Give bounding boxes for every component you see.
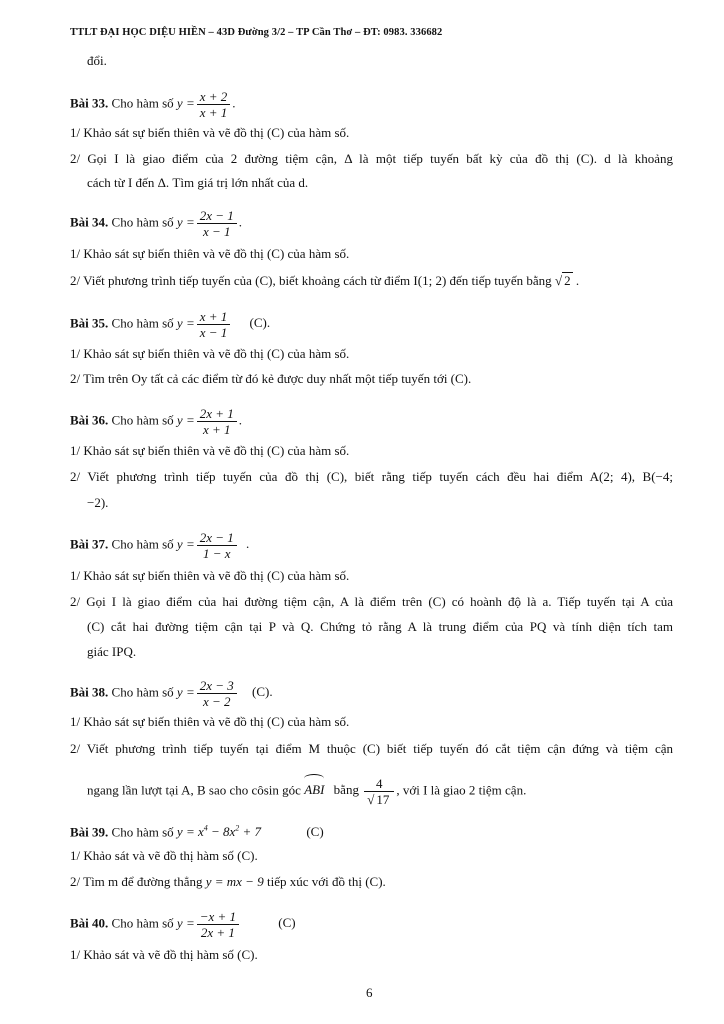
exercise-title: Bài 33. (70, 95, 109, 111)
exercise-intro: Cho hàm số (111, 412, 174, 428)
part-text: tiếp xúc với đồ thị (C). (266, 874, 386, 889)
function-lhs: y = (176, 684, 195, 700)
part-text: 2/ Viết phương trình tiếp tuyến của (C), biết khoảng cách từ điểm I(1; 2) đến tiếp tuyến bằng (70, 273, 552, 288)
continuation-text: đổi. (87, 53, 107, 68)
exercise-37-part-1: 1/ Khảo sát sự biến thiên và vẽ đồ thị (C) của hàm số. (70, 568, 350, 583)
fraction-numerator: −x + 1 (197, 909, 239, 925)
exercise-37-part-2: 2/ Gọi I là giao điểm của hai đường tiệm cận, A là điểm trên (C) có hoành độ là a. Tiếp tuyến tại A của (70, 594, 673, 609)
part-text: ngang lần lượt tại A, B sao cho côsin góc (87, 782, 301, 798)
exercise-intro: Cho hàm số (111, 214, 174, 230)
exercise-36-part-1: 1/ Khảo sát sự biến thiên và vẽ đồ thị (C) của hàm số. (70, 443, 350, 458)
exercise-intro: Cho hàm số (111, 915, 174, 931)
exercise-intro: Cho hàm số (111, 95, 174, 111)
sentence-end: . (238, 214, 243, 230)
exercise-34-part-2 (70, 272, 673, 290)
curve-label: (C). (252, 684, 273, 700)
fraction-denominator: x − 1 (199, 325, 228, 340)
page-number: 6 (366, 985, 373, 1000)
exercise-39-heading (70, 820, 673, 841)
function-lhs: y = (176, 315, 195, 331)
exercise-38-part-2-cont (87, 776, 673, 807)
sentence-end: . (246, 536, 250, 552)
exercise-38-part-2: 2/ Viết phương trình tiếp tuyến tại điểm M thuộc (C) biết tiếp tuyến đó cắt tiệm cận đứng và tiệm cận (70, 741, 673, 756)
fraction-denominator: 2x + 1 (200, 925, 235, 940)
exercise-33-heading (70, 89, 673, 120)
fraction-denominator: 1 − x (202, 546, 231, 561)
curve-label: (C) (278, 915, 296, 931)
exercise-intro: Cho hàm số (111, 536, 174, 552)
exercise-35-part-1: 1/ Khảo sát sự biến thiên và vẽ đồ thị (C) của hàm số. (70, 346, 350, 361)
page-header: TTLT ĐẠI HỌC DIỆU HIỀN – 43D Đường 3/2 – TP Cần Thơ – ĐT: 0983. 336682 (70, 27, 443, 38)
formula-part: − 8x (207, 824, 236, 840)
exercise-36-part-2: 2/ Viết phương trình tiếp tuyến của đồ thị (C), biết rằng tiếp tuyến cách đều hai điểm A(2; 4), B(−4; (70, 469, 673, 484)
sentence-end: . (232, 95, 236, 111)
part-text: bằng (333, 782, 359, 798)
fraction (197, 208, 237, 239)
exercise-intro: Cho hàm số (111, 315, 174, 331)
fraction-numerator: 2x − 1 (197, 208, 237, 224)
fraction-denominator: x + 1 (199, 105, 228, 120)
sentence-end: . (238, 412, 243, 428)
function-lhs: y = (176, 214, 195, 230)
fraction (197, 678, 237, 709)
function-lhs: y = (176, 536, 195, 552)
angle-abi: ABI (304, 779, 324, 799)
exercise-40-part-1: 1/ Khảo sát và vẽ đồ thị hàm số (C). (70, 947, 258, 962)
fraction-numerator: 4 (364, 776, 394, 792)
exercise-33-part-1: 1/ Khảo sát sự biến thiên và vẽ đồ thị (C) của hàm số. (70, 125, 350, 140)
formula-part: y = x (176, 824, 204, 840)
exercise-34-heading (70, 208, 673, 239)
radicand: 2 (564, 273, 571, 288)
fraction-numerator: 2x − 1 (197, 530, 237, 546)
exponent: 2 (235, 824, 240, 833)
function-lhs: y = (176, 915, 195, 931)
fraction-denominator: x − 1 (202, 224, 231, 239)
exercise-39-part-1: 1/ Khảo sát và vẽ đồ thị hàm số (C). (70, 848, 258, 863)
exercise-title: Bài 35. (70, 315, 109, 331)
fraction-denominator: x + 1 (202, 422, 231, 437)
fraction-denominator (364, 792, 394, 807)
fraction-numerator: 2x + 1 (197, 406, 237, 422)
fraction (197, 309, 231, 340)
exercise-33-part-2: 2/ Gọi I là giao điểm của 2 đường tiệm cận, Δ là một tiếp tuyến bất kỳ của đồ thị (C). d là khoảng (70, 151, 673, 166)
square-root (555, 272, 573, 290)
sentence-end: . (575, 273, 580, 288)
radical-sign: √ (367, 792, 375, 807)
exercise-38-heading (70, 678, 673, 709)
exercise-36-heading (70, 406, 673, 437)
exercise-36-part-2-cont: −2). (87, 495, 109, 510)
exercise-title: Bài 36. (70, 412, 109, 428)
fraction (197, 530, 237, 561)
fraction-numerator: 2x − 3 (197, 678, 237, 694)
curve-label: (C). (249, 315, 271, 331)
function-formula (177, 824, 261, 839)
exponent: 4 (203, 824, 208, 833)
function-lhs: y = (176, 412, 195, 428)
exercise-35-heading (70, 309, 673, 340)
exercise-title: Bài 34. (70, 214, 109, 230)
exercise-35-part-2: 2/ Tìm trên Oy tất cả các điểm từ đó kẻ được duy nhất một tiếp tuyến tới (C). (70, 371, 472, 386)
fraction-numerator: x + 1 (197, 309, 231, 325)
fraction (364, 776, 394, 807)
function-lhs: y = (176, 95, 195, 111)
exercise-39-part-2 (70, 873, 673, 891)
line-equation: y = mx − 9 (205, 874, 264, 889)
curve-label: (C) (306, 824, 324, 840)
part-text: 2/ Tìm m để đường thẳng (70, 874, 203, 889)
fraction (197, 406, 237, 437)
fraction-numerator: x + 2 (197, 89, 231, 105)
exercise-33-part-2-cont: cách từ I đến Δ. Tìm giá trị lớn nhất của d. (87, 175, 309, 190)
fraction-denominator: x − 2 (202, 694, 231, 709)
fraction (197, 89, 231, 120)
exercise-title: Bài 38. (70, 684, 109, 700)
fraction (197, 909, 239, 940)
exercise-37-heading (70, 530, 673, 561)
exercise-34-part-1: 1/ Khảo sát sự biến thiên và vẽ đồ thị (C) của hàm số. (70, 246, 350, 261)
exercise-37-part-2-cont-2: giác IPQ. (87, 644, 137, 659)
exercise-37-part-2-cont: (C) cắt hai đường tiệm cận tại P và Q. Chứng tỏ rằng A là trung điểm của PQ và tính diện tích tam (87, 619, 673, 634)
exercise-title: Bài 37. (70, 536, 109, 552)
exercise-40-heading (70, 909, 673, 940)
exercise-intro: Cho hàm số (111, 684, 174, 700)
radicand: 17 (376, 792, 390, 807)
exercise-title: Bài 39. (70, 824, 109, 840)
formula-part: + 7 (239, 824, 262, 840)
exercise-title: Bài 40. (70, 915, 109, 931)
exercise-38-part-1: 1/ Khảo sát sự biến thiên và vẽ đồ thị (C) của hàm số. (70, 714, 350, 729)
part-text: , với I là giao 2 tiệm cận. (396, 782, 527, 798)
exercise-intro: Cho hàm số (111, 824, 174, 840)
radical-sign: √ (554, 273, 563, 288)
